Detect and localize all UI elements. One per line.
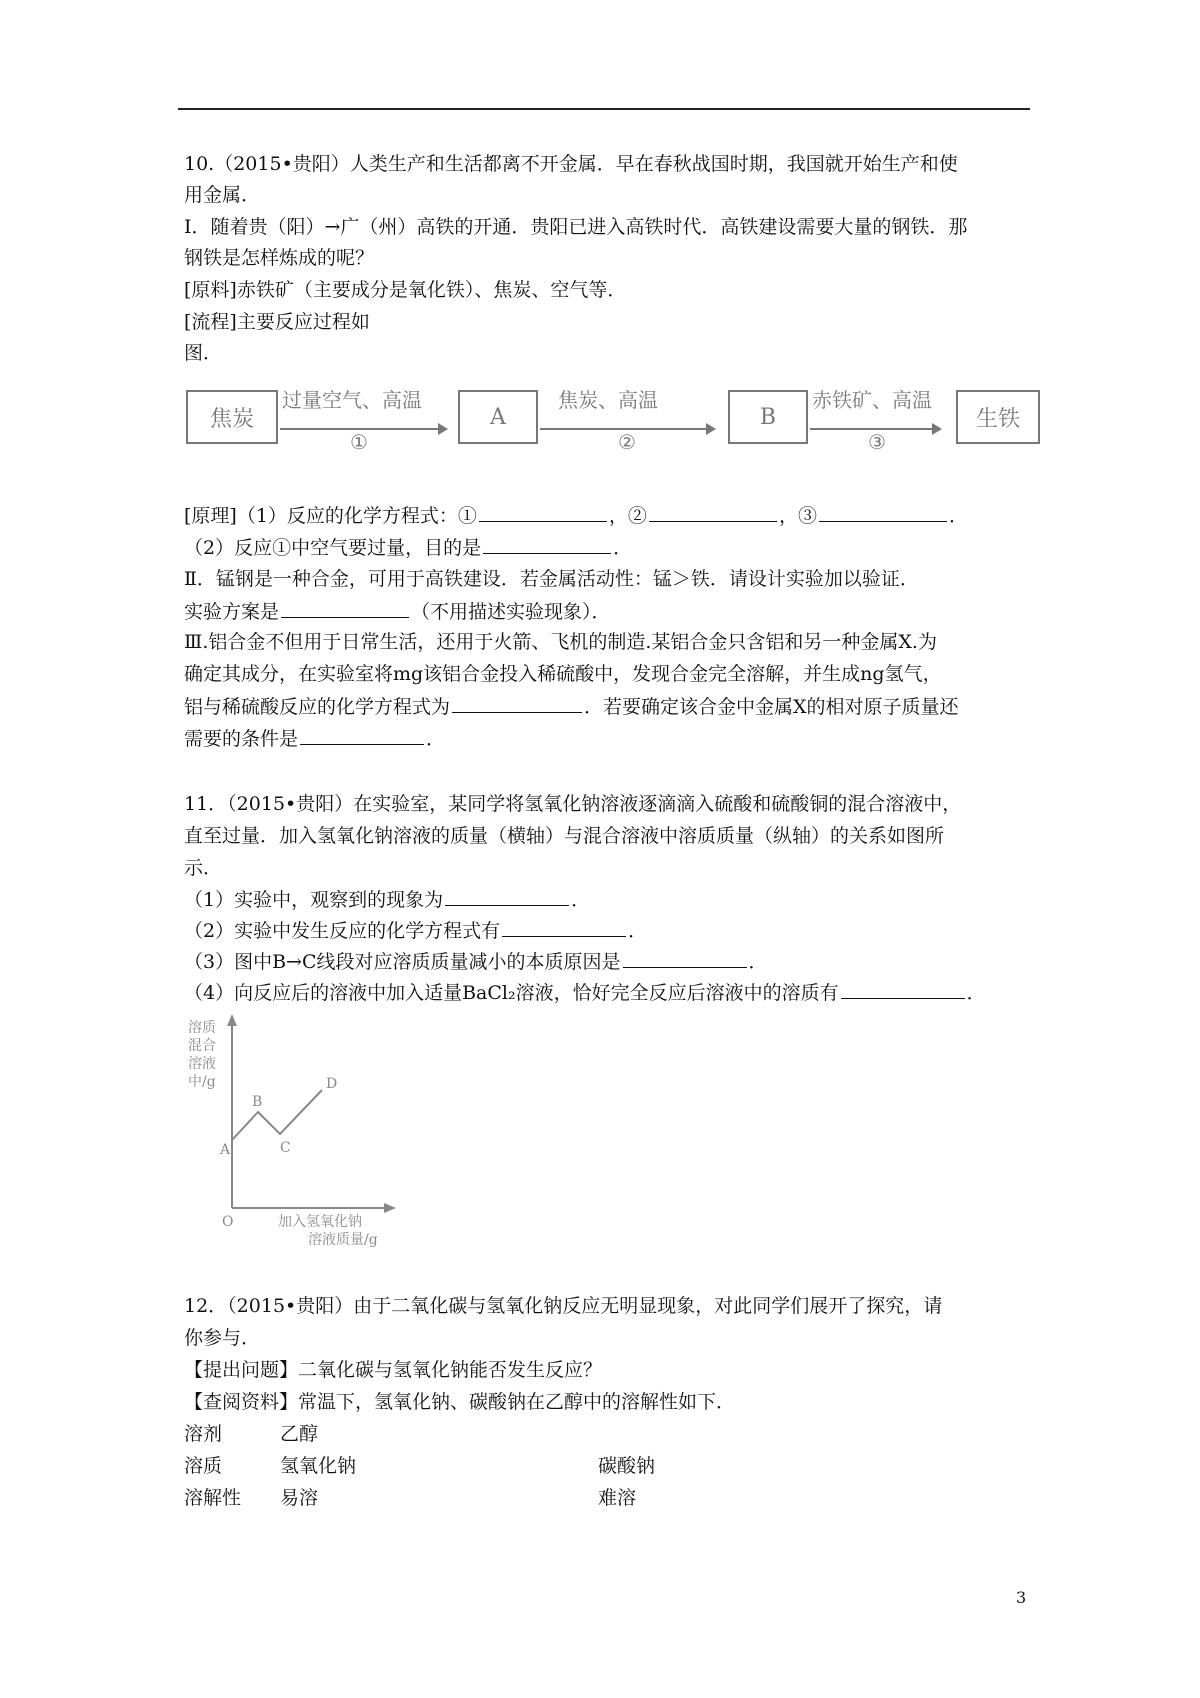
q11-sub-3 (184, 949, 768, 974)
q11-line-3: 示． (184, 857, 223, 879)
end-dot: ． (613, 537, 633, 559)
q11-sub-1-text: （1）实验中，观察到的现象为 (184, 889, 444, 911)
principle-1-text: [原理]（1）反应的化学方程式：① (184, 505, 477, 527)
table-cell-r0c1: 乙醇 (280, 1423, 319, 1445)
answer-blank-eq1[interactable] (479, 503, 607, 522)
graph-ylabel-2: 混合 (188, 1038, 216, 1054)
q12-line-4: 【查阅资料】常温下，氢氧化钠、碳酸钠在乙醇中的溶解性如下． (184, 1391, 736, 1413)
q12-line-1: 12．（2015•贵阳）由于二氧化碳与氢氧化钠反应无明显现象，对此同学们展开了探究，请 (184, 1295, 943, 1317)
q11-sub-4-text: （4）向反应后的溶液中加入适量BaCl₂溶液，恰好完全反应后溶液中的溶质有 (184, 982, 839, 1004)
q11-sub-3-text: （3）图中B→C线段对应溶质质量减小的本质原因是 (184, 951, 621, 973)
answer-blank-solutes[interactable] (841, 980, 965, 999)
sep-3: ，③ (778, 505, 817, 527)
graph-xlabel-2: 溶液质量/g (308, 1232, 378, 1248)
flow-condition-3: 赤铁矿、高温 (812, 388, 932, 412)
graph-ylabel-3: 溶液 (188, 1056, 216, 1072)
q11-sub-1 (184, 887, 590, 912)
flow-step-1: ① (350, 430, 368, 454)
answer-blank-phenomenon[interactable] (445, 887, 569, 906)
q10-line-3: Ⅰ．随着贵（阳）→广（州）高铁的开通．贵阳已进入高铁时代．高铁建设需要大量的钢铁．那 (184, 216, 968, 238)
end-dot: ． (571, 889, 591, 911)
q10-line-2: 用金属． (184, 184, 261, 206)
q10-part2-line1: Ⅱ．锰钢是一种合金，可用于高铁建设．若金属活动性：锰＞铁．请设计实验加以验证． (184, 568, 919, 590)
answer-blank-reason[interactable] (623, 949, 747, 968)
answer-blank-purpose[interactable] (483, 535, 611, 554)
graph-x-arrow (384, 1203, 396, 1213)
q10-line-6: [流程]主要反应过程如 (184, 311, 370, 333)
graph-curve (232, 1090, 322, 1140)
part2-text: 实验方案是 (184, 601, 280, 623)
q10-part3-line1: Ⅲ.铝合金不但用于日常生活，还用于火箭、飞机的制造.某铝合金只含铝和另一种金属X.为 (184, 631, 937, 653)
answer-blank-plan[interactable] (281, 599, 409, 618)
q10-principle-1 (184, 503, 968, 528)
graph-point-b: B (252, 1094, 263, 1110)
flow-box-pig-iron: 生铁 (956, 390, 1040, 444)
graph-xlabel-1: 加入氢氧化钠 (278, 1214, 362, 1230)
flow-condition-2: 焦炭、高温 (558, 388, 658, 412)
graph-ylabel-4: 中/g (188, 1074, 216, 1090)
answer-blank-eq3[interactable] (819, 503, 947, 522)
q11-sub-4 (184, 980, 986, 1005)
table-cell-r1c2: 碳酸钠 (598, 1455, 656, 1477)
part2-suffix: （不用描述实验现象）． (411, 601, 611, 623)
q12-line-3: 【提出问题】二氧化碳与氢氧化钠能否发生反应？ (184, 1359, 603, 1381)
q10-line-7: 图． (184, 342, 223, 364)
answer-blank-equations[interactable] (502, 918, 626, 937)
q11-sub-2 (184, 918, 647, 943)
q10-line-1: 10.（2015•贵阳）人类生产和生活都离不开金属．早在春秋战国时期，我国就开始生产和使 (184, 153, 958, 175)
q10-principle-2 (184, 535, 632, 560)
end-dot: ． (628, 920, 648, 942)
graph-y-arrow (227, 1014, 237, 1026)
q10-part2-line2 (184, 599, 611, 624)
flow-step-2: ② (618, 430, 636, 454)
part3-suffix: ．若要确定该合金中金属X的相对原子质量还 (584, 696, 959, 718)
graph-point-a: A (220, 1142, 231, 1158)
table-cell-r1c0: 溶质 (184, 1455, 223, 1477)
table-cell-r1c1: 氢氧化钠 (280, 1455, 357, 1477)
q10-line-4: 钢铁是怎样炼成的呢？ (184, 247, 375, 269)
q10-part3-line4 (184, 726, 445, 751)
flow-box-coke: 焦炭 (186, 390, 278, 444)
q10-part3-line2: 确定其成分，在实验室将mg该铝合金投入稀硫酸中，发现合金完全溶解，并生成ng氢气， (184, 663, 942, 685)
answer-blank-eq2[interactable] (649, 503, 777, 522)
answer-blank-condition[interactable] (300, 726, 424, 745)
table-cell-r2c1: 易溶 (280, 1487, 319, 1509)
principle-2-text: （2）反应①中空气要过量，目的是 (184, 537, 482, 559)
graph-point-c: C (280, 1140, 291, 1156)
q11-line-2: 直至过量．加入氢氧化钠溶液的质量（横轴）与混合溶液中溶质质量（纵轴）的关系如图所 (184, 825, 945, 847)
table-cell-r2c0: 溶解性 (184, 1487, 242, 1509)
flow-condition-1: 过量空气、高温 (282, 388, 422, 412)
q10-line-5: [原料]赤铁矿（主要成分是氧化铁）、焦炭、空气等． (184, 279, 627, 301)
end-dot: ． (426, 728, 446, 750)
q11-line-1: 11．（2015•贵阳）在实验室，某同学将氢氧化钠溶液逐滴滴入硫酸和硫酸铜的混合溶液中， (184, 793, 962, 815)
end-dot: ． (966, 982, 986, 1004)
table-cell-r2c2: 难溶 (598, 1487, 637, 1509)
sep-2: ，② (608, 505, 647, 527)
answer-blank-al-eq[interactable] (452, 694, 582, 713)
graph-origin: O (222, 1214, 234, 1230)
q10-part3-line3 (184, 694, 959, 719)
graph-point-d: D (326, 1076, 338, 1092)
part3-line4-text: 需要的条件是 (184, 728, 299, 750)
graph-ylabel-1: 溶质 (188, 1020, 216, 1036)
q12-line-2: 你参与． (184, 1327, 261, 1349)
q11-sub-2-text: （2）实验中发生反应的化学方程式有 (184, 920, 501, 942)
flow-box-a: A (458, 390, 538, 444)
page-number: 3 (1016, 1588, 1027, 1607)
header-rule (178, 108, 1030, 110)
end-dot: ． (748, 951, 768, 973)
flow-step-3: ③ (868, 430, 886, 454)
solute-mass-graph (184, 1010, 444, 1250)
end-dot: ． (948, 505, 968, 527)
flow-box-b: B (728, 390, 808, 444)
table-cell-r0c0: 溶剂 (184, 1423, 223, 1445)
ironmaking-flowchart (186, 388, 1046, 454)
part3-text: 铝与稀硫酸反应的化学方程式为 (184, 696, 451, 718)
